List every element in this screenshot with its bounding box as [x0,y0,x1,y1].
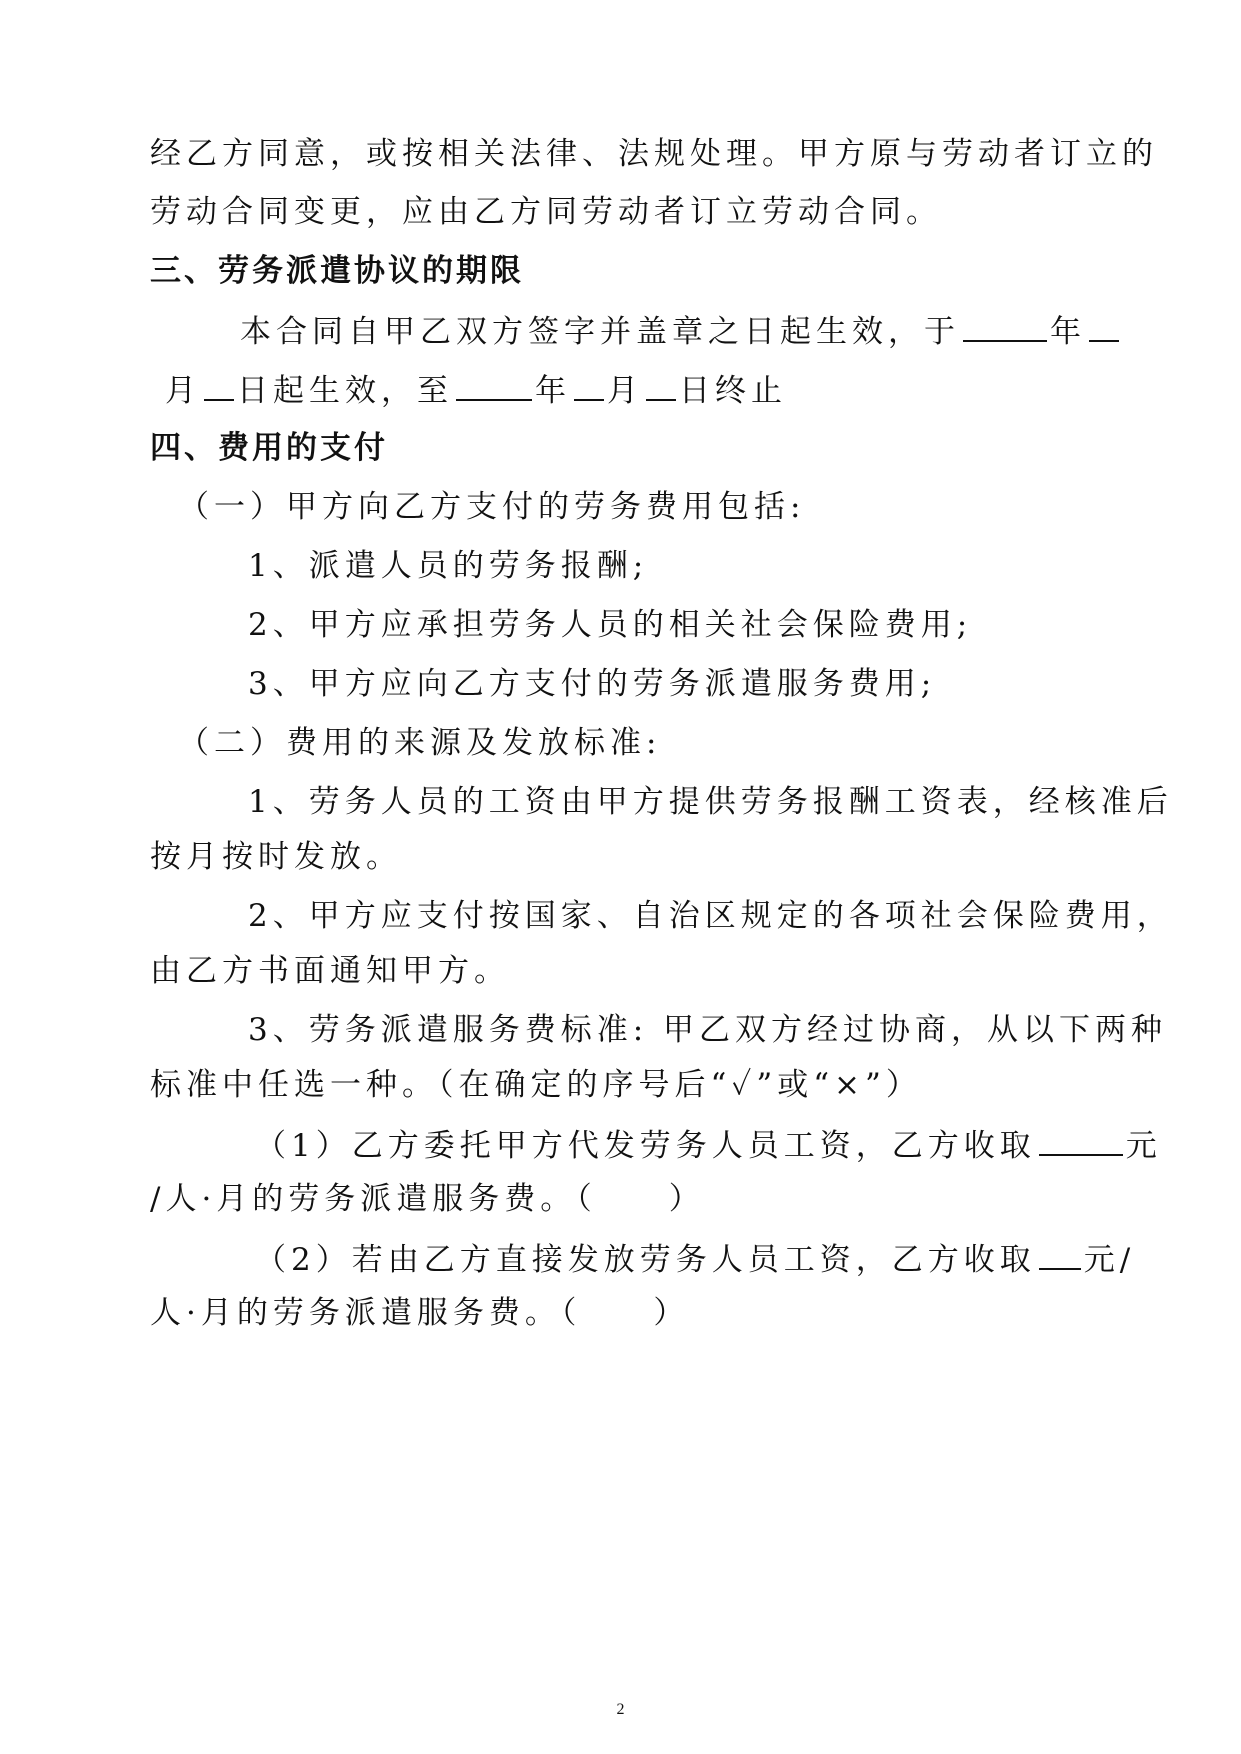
paragraph-line: 经乙方同意，或按相关法律、法规处理。甲方原与劳动者订立的 [150,136,1158,172]
paragraph-line: 1、劳务人员的工资由甲方提供劳务报酬工资表，经核准后 [248,784,1173,820]
option-1-line [255,1124,1195,1166]
paragraph-line: /人·月的劳务派遣服务费。（ ） [150,1181,705,1217]
paragraph-line: 标准中任选一种。（在确定的序号后“✓”或“×”） [150,1067,922,1103]
option-unit: 元 [1125,1128,1162,1164]
term-text: 日起生效，至 [237,373,453,409]
term-text: 月 [165,373,201,409]
term-line-1 [240,310,1180,352]
blank-end-day[interactable] [646,369,676,401]
paragraph-line: 按月按时发放。 [150,839,402,875]
list-item: 1、派遣人员的劳务报酬; [248,548,649,584]
blank-end-month[interactable] [574,369,604,401]
paragraph-line: 由乙方书面通知甲方。 [150,953,510,989]
term-text: 年 [1050,314,1086,350]
option-text: （1）乙方委托甲方代发劳务人员工资，乙方收取 [255,1128,1036,1164]
option-text: （2）若由乙方直接发放劳务人员工资，乙方收取 [255,1242,1036,1278]
page-number: 2 [616,1701,625,1718]
term-line-2 [165,369,1105,411]
blank-start-month[interactable] [1089,310,1119,342]
subsection-title: （二）费用的来源及发放标准: [178,725,662,761]
paragraph-line: 2、甲方应支付按国家、自治区规定的各项社会保险费用， [248,898,1173,934]
blank-start-day[interactable] [204,369,234,401]
term-text: 日终止 [679,373,787,409]
term-text: 本合同自甲乙双方签字并盖章之日起生效，于 [240,314,960,350]
term-text: 年 [535,373,571,409]
blank-fee-option-1[interactable] [1039,1124,1123,1156]
paragraph-line: 人·月的劳务派遣服务费。（ ） [150,1295,690,1331]
term-text: 月 [607,373,643,409]
list-item: 3、甲方应向乙方支付的劳务派遣服务费用; [248,666,937,702]
option-2-line [255,1238,1195,1280]
blank-fee-option-2[interactable] [1039,1238,1081,1270]
option-unit: 元/ [1083,1242,1136,1278]
section-heading-term: 三、劳务派遣协议的期限 [150,253,524,289]
list-item: 2、甲方应承担劳务人员的相关社会保险费用; [248,607,973,643]
subsection-title: （一）甲方向乙方支付的劳务费用包括: [178,489,806,525]
paragraph-line: 3、劳务派遣服务费标准: 甲乙双方经过协商，从以下两种 [248,1012,1168,1048]
blank-start-year[interactable] [963,310,1047,342]
section-heading-payment: 四、费用的支付 [150,430,388,466]
blank-end-year[interactable] [456,369,532,401]
paragraph-line: 劳动合同变更，应由乙方同劳动者订立劳动合同。 [150,194,942,230]
